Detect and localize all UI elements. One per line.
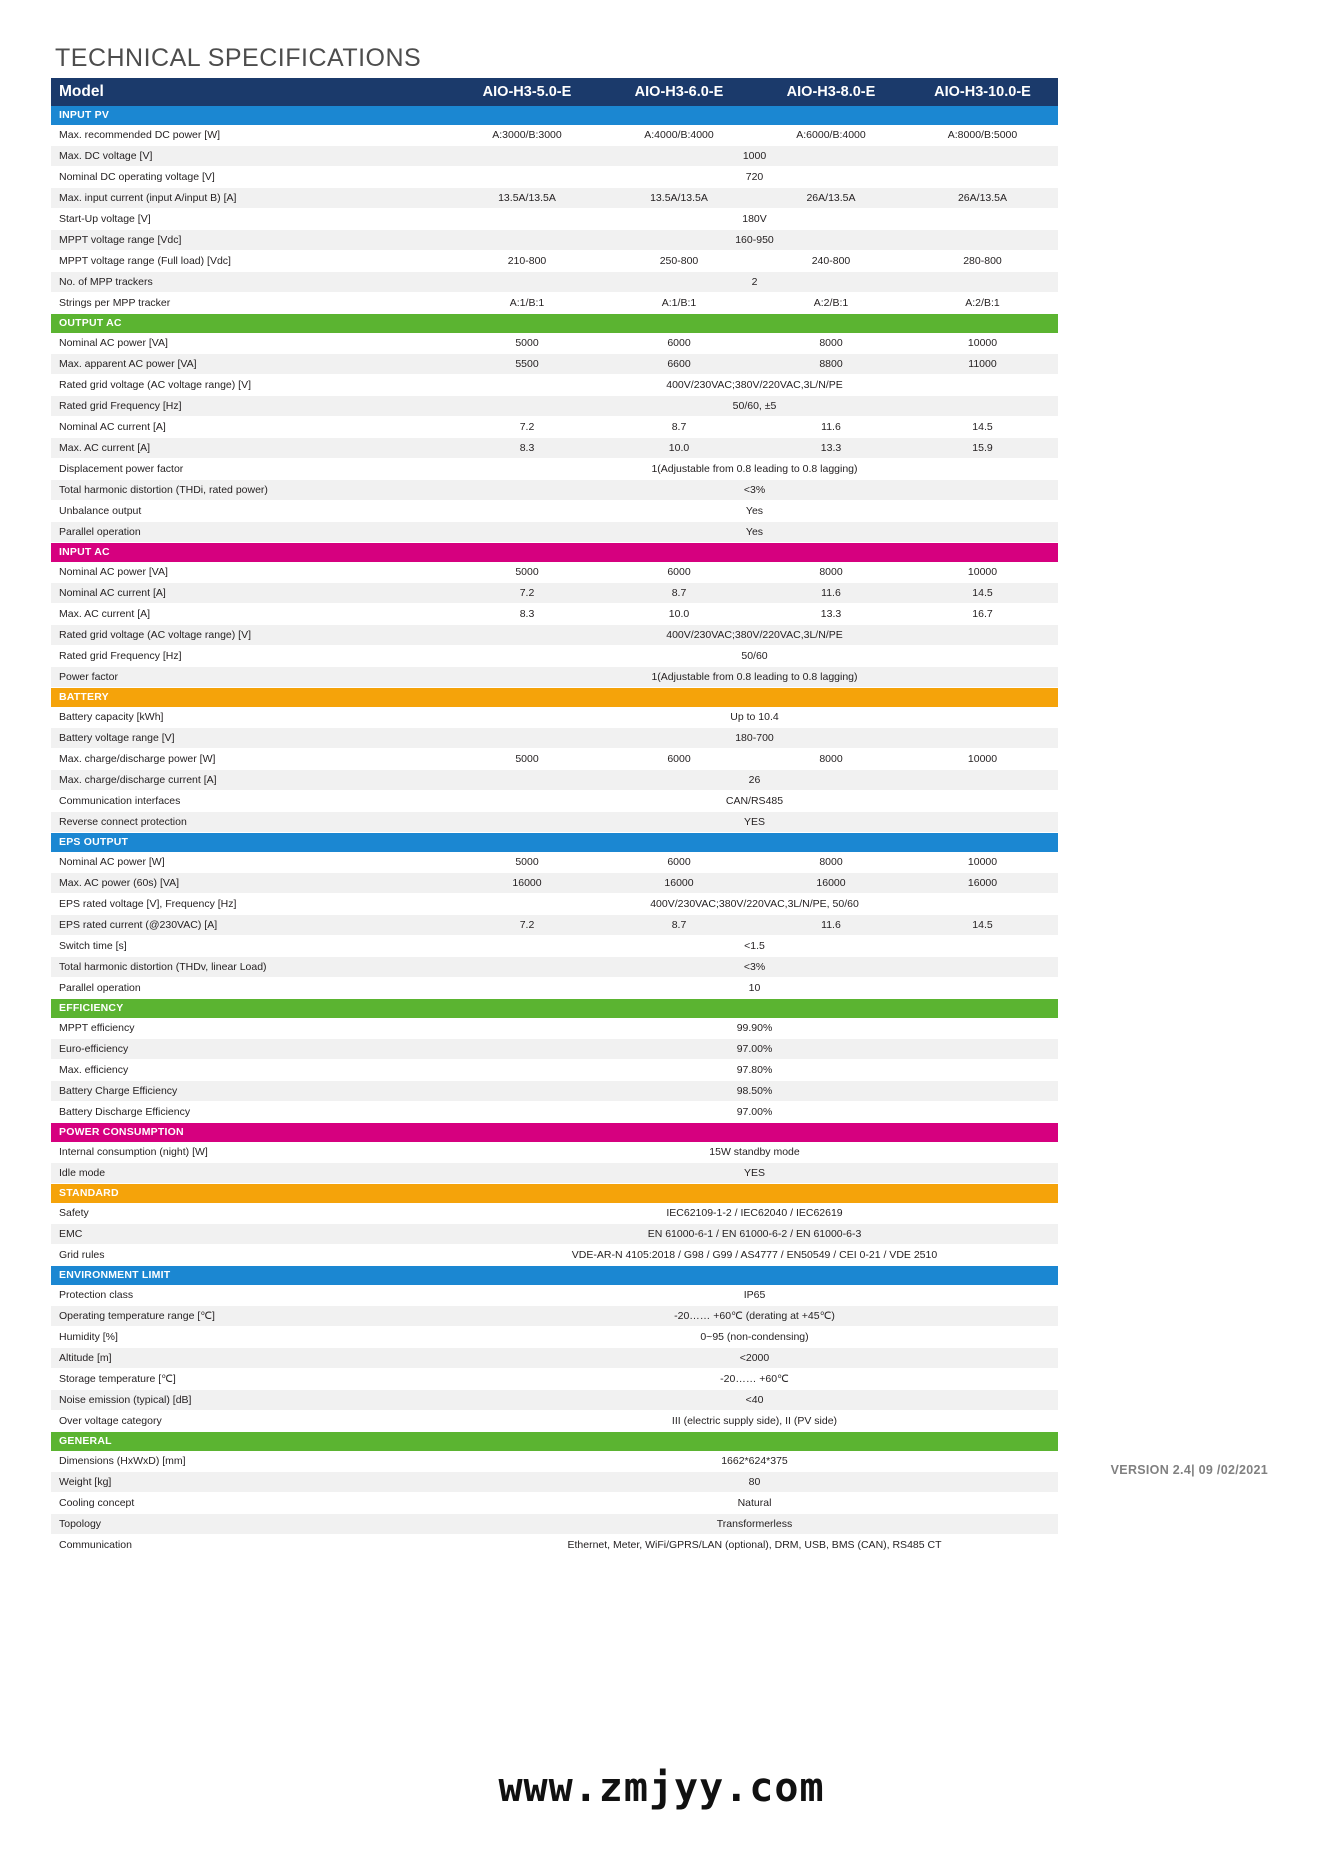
table-row (51, 1390, 1058, 1411)
row-value-all-models: 98.50% (451, 1081, 1058, 1102)
row-label: Max. charge/discharge current [A] (51, 770, 451, 791)
row-label: Battery capacity [kWh] (51, 707, 451, 728)
row-value-4: 14.5 (907, 417, 1058, 438)
row-label: Max. input current (input A/input B) [A] (51, 188, 451, 209)
row-label: Total harmonic distortion (THDi, rated power) (51, 480, 451, 501)
row-value-all-models: <3% (451, 957, 1058, 978)
row-value-3: 8000 (755, 749, 907, 770)
model-header-row (51, 78, 1058, 106)
table-row (51, 1142, 1058, 1163)
table-row (51, 167, 1058, 188)
row-label: EMC (51, 1224, 451, 1245)
table-row (51, 1369, 1058, 1390)
row-value-all-models: 97.80% (451, 1060, 1058, 1081)
row-value-all-models: Ethernet, Meter, WiFi/GPRS/LAN (optional), DRM, USB, BMS (CAN), RS485 CT (451, 1535, 1058, 1556)
row-value-all-models: Up to 10.4 (451, 707, 1058, 728)
row-value-all-models: <2000 (451, 1348, 1058, 1369)
row-value-all-models: 1(Adjustable from 0.8 leading to 0.8 lagging) (451, 667, 1058, 688)
row-value-3: 240-800 (755, 251, 907, 272)
row-value-3: 13.3 (755, 604, 907, 625)
row-value-3: A:2/B:1 (755, 293, 907, 314)
row-label: MPPT voltage range (Full load) [Vdc] (51, 251, 451, 272)
section-title: INPUT PV (51, 106, 1058, 125)
row-label: Nominal DC operating voltage [V] (51, 167, 451, 188)
version-footer: VERSION 2.4| 09 /02/2021 (1110, 1463, 1268, 1477)
watermark-url: www.zmjyy.com (498, 1765, 825, 1811)
section-header (51, 106, 1058, 125)
row-value-4: 16.7 (907, 604, 1058, 625)
row-value-all-models: CAN/RS485 (451, 791, 1058, 812)
table-row (51, 852, 1058, 873)
row-value-2: 6600 (603, 354, 755, 375)
row-value-4: A:8000/B:5000 (907, 125, 1058, 146)
row-label: Max. recommended DC power [W] (51, 125, 451, 146)
row-value-all-models: <1.5 (451, 936, 1058, 957)
row-value-1: A:3000/B:3000 (451, 125, 603, 146)
table-row (51, 1245, 1058, 1266)
section-header (51, 543, 1058, 563)
row-value-2: A:4000/B:4000 (603, 125, 755, 146)
row-value-all-models: 0~95 (non-condensing) (451, 1327, 1058, 1348)
section-header (51, 688, 1058, 708)
row-value-all-models: 1662*624*375 (451, 1451, 1058, 1472)
row-value-all-models: 50/60 (451, 646, 1058, 667)
section-header (51, 1432, 1058, 1452)
row-value-all-models: <40 (451, 1390, 1058, 1411)
row-value-all-models: 400V/230VAC;380V/220VAC,3L/N/PE (451, 625, 1058, 646)
row-value-2: 6000 (603, 749, 755, 770)
table-row (51, 625, 1058, 646)
row-value-all-models: <3% (451, 480, 1058, 501)
row-value-all-models: -20…… +60℃ (derating at +45℃) (451, 1306, 1058, 1327)
row-value-all-models: 400V/230VAC;380V/220VAC,3L/N/PE (451, 375, 1058, 396)
table-row (51, 333, 1058, 354)
row-value-4: A:2/B:1 (907, 293, 1058, 314)
row-value-all-models: YES (451, 1163, 1058, 1184)
row-label: Reverse connect protection (51, 812, 451, 833)
row-label: Battery Charge Efficiency (51, 1081, 451, 1102)
table-row (51, 1285, 1058, 1306)
row-label: Safety (51, 1203, 451, 1224)
section-header (51, 314, 1058, 334)
row-value-3: 11.6 (755, 417, 907, 438)
table-row (51, 251, 1058, 272)
row-value-1: 16000 (451, 873, 603, 894)
section-header (51, 999, 1058, 1019)
row-value-1: 8.3 (451, 438, 603, 459)
row-value-4: 11000 (907, 354, 1058, 375)
table-row (51, 749, 1058, 770)
section-title: EFFICIENCY (51, 999, 1058, 1019)
row-value-4: 10000 (907, 562, 1058, 583)
row-label: Euro-efficiency (51, 1039, 451, 1060)
row-label: Battery voltage range [V] (51, 728, 451, 749)
row-value-all-models: 97.00% (451, 1039, 1058, 1060)
row-value-all-models: Natural (451, 1493, 1058, 1514)
table-row (51, 522, 1058, 543)
section-title: ENVIRONMENT LIMIT (51, 1266, 1058, 1286)
table-row (51, 1224, 1058, 1245)
row-label: Rated grid Frequency [Hz] (51, 646, 451, 667)
table-row (51, 396, 1058, 417)
row-value-all-models: Transformerless (451, 1514, 1058, 1535)
table-row (51, 770, 1058, 791)
row-value-3: 11.6 (755, 915, 907, 936)
table-row (51, 583, 1058, 604)
table-row (51, 1514, 1058, 1535)
row-label: Grid rules (51, 1245, 451, 1266)
table-row (51, 125, 1058, 146)
table-row (51, 1018, 1058, 1039)
row-label: Parallel operation (51, 522, 451, 543)
row-label: Max. AC power (60s) [VA] (51, 873, 451, 894)
row-value-all-models: Yes (451, 522, 1058, 543)
section-header (51, 1184, 1058, 1204)
table-row (51, 1493, 1058, 1514)
row-value-1: 5000 (451, 333, 603, 354)
row-value-3: 16000 (755, 873, 907, 894)
row-label: Strings per MPP tracker (51, 293, 451, 314)
row-value-2: 6000 (603, 852, 755, 873)
section-title: OUTPUT AC (51, 314, 1058, 334)
row-label: Storage temperature [℃] (51, 1369, 451, 1390)
table-row (51, 728, 1058, 749)
row-value-1: 5000 (451, 852, 603, 873)
model-header-4: AIO-H3-10.0-E (907, 78, 1058, 106)
row-value-all-models: 2 (451, 272, 1058, 293)
row-label: Idle mode (51, 1163, 451, 1184)
section-title: STANDARD (51, 1184, 1058, 1204)
row-value-4: 10000 (907, 333, 1058, 354)
row-value-all-models: 720 (451, 167, 1058, 188)
table-row (51, 1163, 1058, 1184)
row-value-1: 8.3 (451, 604, 603, 625)
row-label: Max. AC current [A] (51, 438, 451, 459)
table-row (51, 188, 1058, 209)
row-value-all-models: 1(Adjustable from 0.8 leading to 0.8 lagging) (451, 459, 1058, 480)
row-value-3: 8000 (755, 852, 907, 873)
row-value-4: 280-800 (907, 251, 1058, 272)
table-row (51, 1348, 1058, 1369)
table-row (51, 936, 1058, 957)
table-row (51, 1472, 1058, 1493)
row-label: Start-Up voltage [V] (51, 209, 451, 230)
row-label: Max. charge/discharge power [W] (51, 749, 451, 770)
row-value-all-models: 26 (451, 770, 1058, 791)
row-label: Nominal AC current [A] (51, 417, 451, 438)
model-header-2: AIO-H3-6.0-E (603, 78, 755, 106)
row-label: Max. apparent AC power [VA] (51, 354, 451, 375)
row-value-2: 16000 (603, 873, 755, 894)
row-value-3: 8000 (755, 562, 907, 583)
row-label: Max. AC current [A] (51, 604, 451, 625)
row-label: Nominal AC power [W] (51, 852, 451, 873)
row-label: Max. efficiency (51, 1060, 451, 1081)
row-value-4: 26A/13.5A (907, 188, 1058, 209)
row-label: Power factor (51, 667, 451, 688)
row-value-1: 7.2 (451, 583, 603, 604)
table-row (51, 1411, 1058, 1432)
row-value-4: 16000 (907, 873, 1058, 894)
table-row (51, 646, 1058, 667)
row-value-2: 6000 (603, 333, 755, 354)
row-value-1: 7.2 (451, 417, 603, 438)
row-label: Altitude [m] (51, 1348, 451, 1369)
row-value-1: 5000 (451, 562, 603, 583)
section-title: BATTERY (51, 688, 1058, 708)
table-row (51, 1451, 1058, 1472)
row-value-all-models: YES (451, 812, 1058, 833)
table-row (51, 873, 1058, 894)
row-label: Parallel operation (51, 978, 451, 999)
section-title: INPUT AC (51, 543, 1058, 563)
row-label: Cooling concept (51, 1493, 451, 1514)
row-value-4: 10000 (907, 749, 1058, 770)
row-value-all-models: III (electric supply side), II (PV side) (451, 1411, 1058, 1432)
row-value-2: A:1/B:1 (603, 293, 755, 314)
row-label: Communication interfaces (51, 791, 451, 812)
row-label: Rated grid voltage (AC voltage range) [V] (51, 625, 451, 646)
row-value-all-models: 10 (451, 978, 1058, 999)
table-row (51, 562, 1058, 583)
row-label: Battery Discharge Efficiency (51, 1102, 451, 1123)
row-value-4: 14.5 (907, 915, 1058, 936)
row-value-2: 8.7 (603, 417, 755, 438)
table-row (51, 894, 1058, 915)
model-header-3: AIO-H3-8.0-E (755, 78, 907, 106)
table-row (51, 1060, 1058, 1081)
row-value-all-models: 180V (451, 209, 1058, 230)
table-row (51, 978, 1058, 999)
row-value-4: 15.9 (907, 438, 1058, 459)
row-value-2: 6000 (603, 562, 755, 583)
row-value-2: 13.5A/13.5A (603, 188, 755, 209)
row-value-all-models: Yes (451, 501, 1058, 522)
row-value-all-models: 15W standby mode (451, 1142, 1058, 1163)
specifications-table (51, 78, 1058, 1556)
row-value-all-models: 97.00% (451, 1102, 1058, 1123)
row-label: Humidity [%] (51, 1327, 451, 1348)
row-value-3: A:6000/B:4000 (755, 125, 907, 146)
row-value-2: 8.7 (603, 915, 755, 936)
section-title: EPS OUTPUT (51, 833, 1058, 853)
row-label: Nominal AC power [VA] (51, 333, 451, 354)
row-value-all-models: 80 (451, 1472, 1058, 1493)
row-label: Nominal AC power [VA] (51, 562, 451, 583)
section-header (51, 1123, 1058, 1143)
row-label: Total harmonic distortion (THDv, linear Load) (51, 957, 451, 978)
section-header (51, 833, 1058, 853)
row-value-1: 7.2 (451, 915, 603, 936)
row-label: Dimensions (HxWxD) [mm] (51, 1451, 451, 1472)
table-row (51, 812, 1058, 833)
row-value-2: 8.7 (603, 583, 755, 604)
row-value-1: A:1/B:1 (451, 293, 603, 314)
row-value-3: 8800 (755, 354, 907, 375)
row-label: Over voltage category (51, 1411, 451, 1432)
model-header-1: AIO-H3-5.0-E (451, 78, 603, 106)
row-label: No. of MPP trackers (51, 272, 451, 293)
table-row (51, 272, 1058, 293)
table-row (51, 791, 1058, 812)
row-value-all-models: 400V/230VAC;380V/220VAC,3L/N/PE, 50/60 (451, 894, 1058, 915)
table-row (51, 1102, 1058, 1123)
row-label: Max. DC voltage [V] (51, 146, 451, 167)
row-label: Weight [kg] (51, 1472, 451, 1493)
table-row (51, 667, 1058, 688)
table-row (51, 230, 1058, 251)
row-label: Rated grid voltage (AC voltage range) [V] (51, 375, 451, 396)
page-title: TECHNICAL SPECIFICATIONS (55, 44, 422, 72)
row-value-4: 14.5 (907, 583, 1058, 604)
row-label: Operating temperature range [℃] (51, 1306, 451, 1327)
row-value-3: 11.6 (755, 583, 907, 604)
row-label: Nominal AC current [A] (51, 583, 451, 604)
model-header-label: Model (51, 78, 451, 106)
table-row (51, 146, 1058, 167)
row-value-2: 250-800 (603, 251, 755, 272)
row-value-1: 5000 (451, 749, 603, 770)
table-row (51, 915, 1058, 936)
table-row (51, 1327, 1058, 1348)
row-value-1: 210-800 (451, 251, 603, 272)
row-value-2: 10.0 (603, 604, 755, 625)
section-title: POWER CONSUMPTION (51, 1123, 1058, 1143)
row-value-4: 10000 (907, 852, 1058, 873)
row-label: Rated grid Frequency [Hz] (51, 396, 451, 417)
table-row (51, 1203, 1058, 1224)
table-row (51, 375, 1058, 396)
table-row (51, 1535, 1058, 1556)
row-label: Topology (51, 1514, 451, 1535)
table-row (51, 1306, 1058, 1327)
table-row (51, 209, 1058, 230)
table-row (51, 354, 1058, 375)
table-row (51, 1081, 1058, 1102)
table-row (51, 438, 1058, 459)
row-value-3: 13.3 (755, 438, 907, 459)
table-row (51, 293, 1058, 314)
table-row (51, 459, 1058, 480)
row-value-all-models: EN 61000-6-1 / EN 61000-6-2 / EN 61000-6-3 (451, 1224, 1058, 1245)
row-value-all-models: VDE-AR-N 4105:2018 / G98 / G99 / AS4777 / EN50549 / CEI 0-21 / VDE 2510 (451, 1245, 1058, 1266)
table-row (51, 604, 1058, 625)
table-row (51, 707, 1058, 728)
row-value-3: 26A/13.5A (755, 188, 907, 209)
row-label: EPS rated current (@230VAC) [A] (51, 915, 451, 936)
row-label: Unbalance output (51, 501, 451, 522)
row-value-all-models: 180-700 (451, 728, 1058, 749)
row-label: Protection class (51, 1285, 451, 1306)
row-label: MPPT efficiency (51, 1018, 451, 1039)
row-value-all-models: 50/60, ±5 (451, 396, 1058, 417)
row-label: MPPT voltage range [Vdc] (51, 230, 451, 251)
row-value-all-models: -20…… +60℃ (451, 1369, 1058, 1390)
table-row (51, 480, 1058, 501)
table-body (51, 78, 1058, 1556)
row-value-3: 8000 (755, 333, 907, 354)
section-title: GENERAL (51, 1432, 1058, 1452)
row-label: Internal consumption (night) [W] (51, 1142, 451, 1163)
table-row (51, 957, 1058, 978)
row-label: Communication (51, 1535, 451, 1556)
row-value-all-models: IP65 (451, 1285, 1058, 1306)
row-value-2: 10.0 (603, 438, 755, 459)
row-value-all-models: 99.90% (451, 1018, 1058, 1039)
row-value-1: 13.5A/13.5A (451, 188, 603, 209)
row-label: Displacement power factor (51, 459, 451, 480)
table-row (51, 417, 1058, 438)
row-value-all-models: IEC62109-1-2 / IEC62040 / IEC62619 (451, 1203, 1058, 1224)
row-value-all-models: 1000 (451, 146, 1058, 167)
row-value-all-models: 160-950 (451, 230, 1058, 251)
section-header (51, 1266, 1058, 1286)
table-row (51, 1039, 1058, 1060)
table-row (51, 501, 1058, 522)
row-label: Switch time [s] (51, 936, 451, 957)
row-value-1: 5500 (451, 354, 603, 375)
row-label: EPS rated voltage [V], Frequency [Hz] (51, 894, 451, 915)
row-label: Noise emission (typical) [dB] (51, 1390, 451, 1411)
